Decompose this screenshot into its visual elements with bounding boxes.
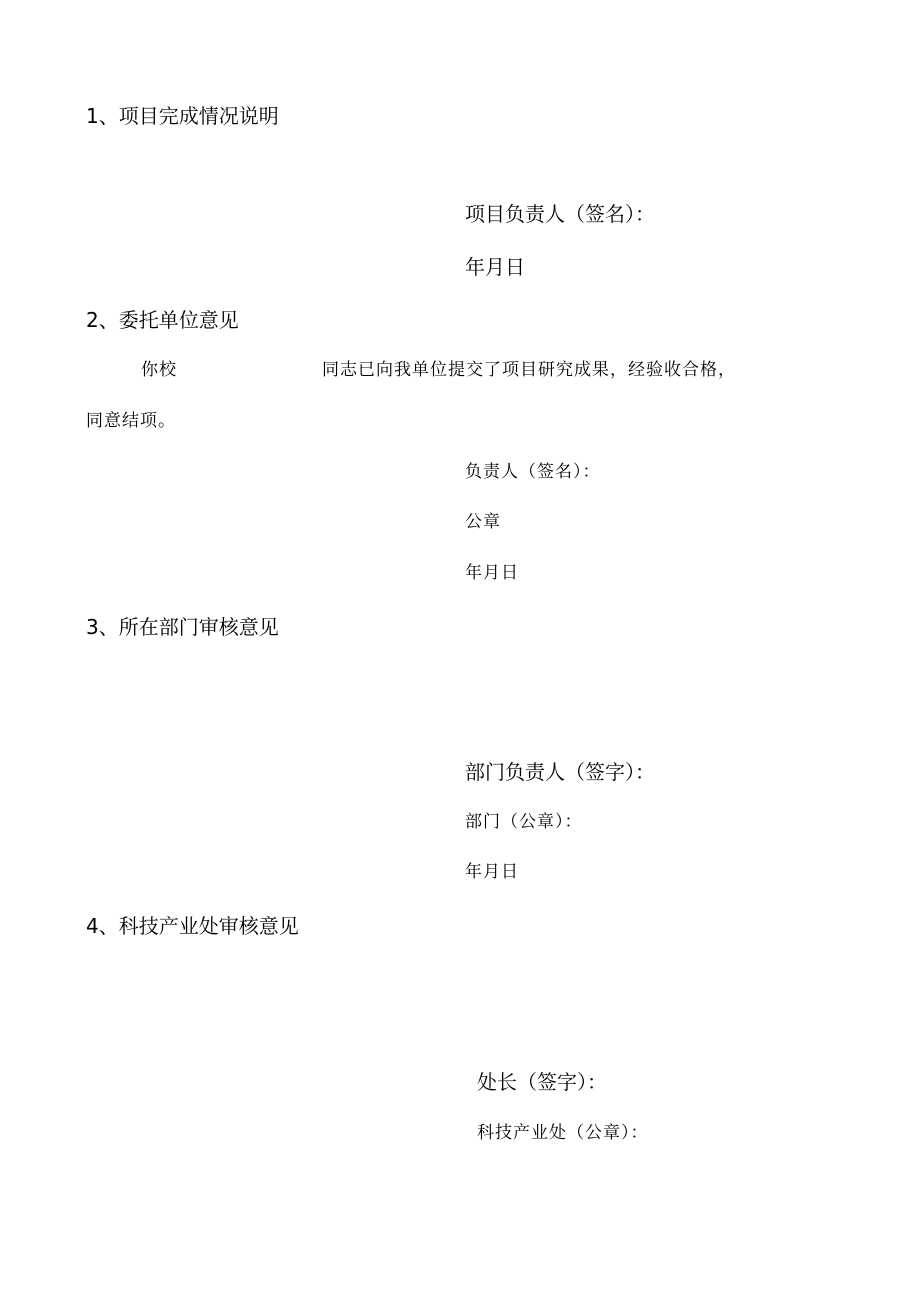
section-2-body-continued: 同意结项。: [86, 411, 176, 431]
section-3-seal-label: 部门（公章）：: [465, 812, 583, 832]
section-2-date-label: 年月日: [465, 563, 519, 583]
section-4-signature-label: 处长（签字）：: [477, 1070, 607, 1094]
section-2-body-prefix: 你校: [141, 360, 177, 380]
section-1-date-label: 年月日: [465, 255, 525, 279]
section-2-heading: 2、委托单位意见: [86, 308, 239, 332]
section-3-date-label: 年月日: [465, 862, 519, 882]
section-3-heading: 3、所在部门审核意见: [86, 615, 279, 639]
section-1-signature-label: 项目负责人（签名）：: [465, 202, 655, 226]
section-2-seal-label: 公章: [465, 512, 501, 532]
section-2-body-main: 同志已向我单位提交了项目研究成果，经验收合格，: [322, 360, 736, 380]
section-4-heading: 4、科技产业处审核意见: [86, 914, 299, 938]
section-4-seal-label: 科技产业处（公章）：: [477, 1123, 649, 1143]
section-1-heading: 1、项目完成情况说明: [86, 104, 279, 128]
section-3-signature-label: 部门负责人（签字）：: [465, 760, 655, 784]
section-2-signature-label: 负责人（签名）：: [465, 462, 601, 482]
